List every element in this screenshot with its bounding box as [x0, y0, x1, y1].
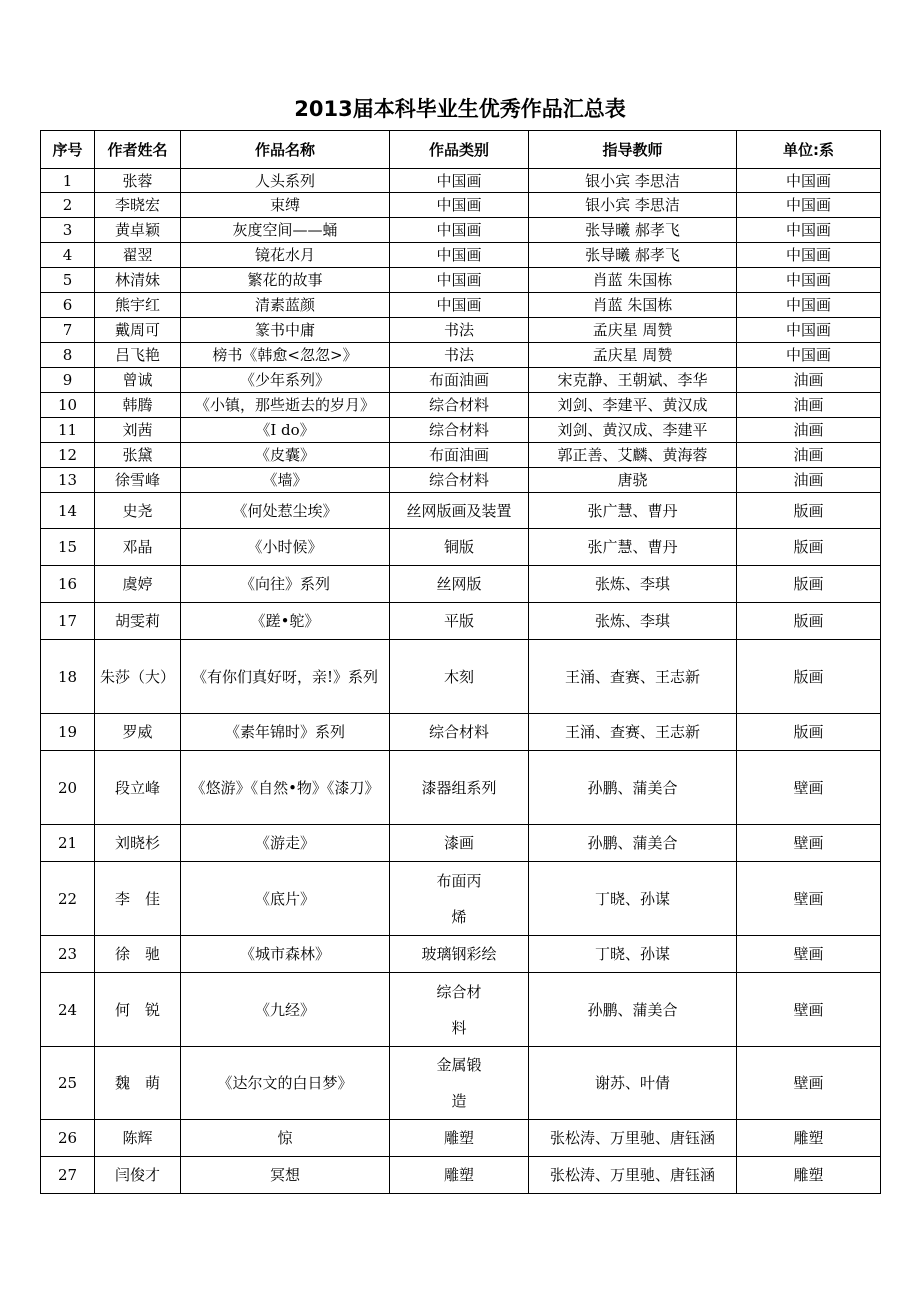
table-row — [41, 418, 881, 443]
cell-work: 人头系列 — [181, 169, 390, 193]
cell-author: 黄卓颖 — [95, 218, 181, 243]
cell-work: 《蹉•鸵》 — [181, 603, 390, 640]
table-row — [41, 1047, 881, 1120]
cell-dept: 中国画 — [737, 243, 881, 268]
cell-author: 刘晓杉 — [95, 825, 181, 862]
table-row — [41, 973, 881, 1047]
cell-category: 中国画 — [390, 268, 529, 293]
cell-work: 《小镇，那些逝去的岁月》 — [181, 393, 390, 418]
cell-no: 25 — [41, 1047, 95, 1120]
cell-no: 5 — [41, 268, 95, 293]
cell-category: 中国画 — [390, 243, 529, 268]
cell-teacher: 孙鹏、蒲美合 — [529, 751, 737, 825]
cell-author: 徐雪峰 — [95, 468, 181, 493]
cell-author: 陈辉 — [95, 1120, 181, 1157]
cell-dept: 中国画 — [737, 169, 881, 193]
cell-work: 《悠游》《自然•物》《漆刀》 — [181, 751, 390, 825]
cell-teacher: 孟庆星 周赞 — [529, 343, 737, 368]
table-row — [41, 936, 881, 973]
cell-no: 15 — [41, 529, 95, 566]
cell-category: 平版 — [390, 603, 529, 640]
cell-category: 雕塑 — [390, 1120, 529, 1157]
cell-teacher: 张导曦 郝孝飞 — [529, 243, 737, 268]
cell-no: 13 — [41, 468, 95, 493]
cell-no: 21 — [41, 825, 95, 862]
cell-dept: 油画 — [737, 468, 881, 493]
cell-work: 《底片》 — [181, 862, 390, 936]
cell-dept: 版画 — [737, 603, 881, 640]
table-row — [41, 603, 881, 640]
cell-work: 篆书中庸 — [181, 318, 390, 343]
cell-dept: 油画 — [737, 443, 881, 468]
cell-work: 《小时候》 — [181, 529, 390, 566]
cell-dept: 中国画 — [737, 193, 881, 218]
table-row — [41, 268, 881, 293]
cell-work: 榜书《韩愈<忽忽>》 — [181, 343, 390, 368]
table-row — [41, 714, 881, 751]
cell-no: 6 — [41, 293, 95, 318]
cell-work: 清素蓝颜 — [181, 293, 390, 318]
cell-no: 23 — [41, 936, 95, 973]
cell-author: 刘茜 — [95, 418, 181, 443]
cell-teacher: 王涌、查赛、王志新 — [529, 714, 737, 751]
cell-category: 综合材料 — [390, 714, 529, 751]
header-work: 作品名称 — [181, 131, 390, 169]
cell-dept: 中国画 — [737, 318, 881, 343]
cell-teacher: 张炼、李琪 — [529, 603, 737, 640]
cell-teacher: 唐骁 — [529, 468, 737, 493]
cell-author: 邓晶 — [95, 529, 181, 566]
table-row — [41, 368, 881, 393]
cell-category: 综合材料 — [390, 393, 529, 418]
cell-category: 漆器组系列 — [390, 751, 529, 825]
cell-category: 金属锻造 — [390, 1047, 529, 1120]
cell-category: 中国画 — [390, 293, 529, 318]
cell-work: 镜花水月 — [181, 243, 390, 268]
cell-teacher: 刘剑、李建平、黄汉成 — [529, 393, 737, 418]
cell-author: 吕飞艳 — [95, 343, 181, 368]
cell-work: 惊 — [181, 1120, 390, 1157]
page-title: 2013届本科毕业生优秀作品汇总表 — [294, 97, 626, 121]
table-row — [41, 393, 881, 418]
cell-dept: 壁画 — [737, 1047, 881, 1120]
cell-category: 布面丙烯 — [390, 862, 529, 936]
cell-work: 《I do》 — [181, 418, 390, 443]
cell-author: 翟翌 — [95, 243, 181, 268]
table-row — [41, 825, 881, 862]
cell-dept: 中国画 — [737, 343, 881, 368]
cell-work: 冥想 — [181, 1157, 390, 1194]
cell-teacher: 银小宾 李思洁 — [529, 193, 737, 218]
cell-no: 3 — [41, 218, 95, 243]
cell-category: 丝网版 — [390, 566, 529, 603]
cell-teacher: 张松涛、万里驰、唐钰涵 — [529, 1157, 737, 1194]
cell-dept: 中国画 — [737, 218, 881, 243]
cell-no: 8 — [41, 343, 95, 368]
cell-author: 史尧 — [95, 493, 181, 529]
cell-teacher: 丁晓、孙谋 — [529, 936, 737, 973]
cell-dept: 油画 — [737, 393, 881, 418]
cell-category: 布面油画 — [390, 443, 529, 468]
cell-author: 朱莎（大） — [95, 640, 181, 714]
table-row — [41, 566, 881, 603]
cell-no: 19 — [41, 714, 95, 751]
cell-dept: 版画 — [737, 714, 881, 751]
cell-dept: 壁画 — [737, 751, 881, 825]
header-author: 作者姓名 — [95, 131, 181, 169]
cell-work: 灰度空间——蛹 — [181, 218, 390, 243]
cell-dept: 雕塑 — [737, 1120, 881, 1157]
cell-teacher: 孙鹏、蒲美合 — [529, 825, 737, 862]
cell-work: 《九经》 — [181, 973, 390, 1047]
cell-work: 《达尔文的白日梦》 — [181, 1047, 390, 1120]
cell-dept: 壁画 — [737, 936, 881, 973]
cell-dept: 中国画 — [737, 268, 881, 293]
table-row — [41, 193, 881, 218]
cell-category: 丝网版画及装置 — [390, 493, 529, 529]
cell-author: 熊宇红 — [95, 293, 181, 318]
cell-work: 《有你们真好呀，亲!》系列 — [181, 640, 390, 714]
cell-work: 《何处惹尘埃》 — [181, 493, 390, 529]
header-teacher: 指导教师 — [529, 131, 737, 169]
cell-dept: 壁画 — [737, 973, 881, 1047]
cell-work: 《少年系列》 — [181, 368, 390, 393]
cell-dept: 油画 — [737, 368, 881, 393]
header-dept: 单位:系 — [737, 131, 881, 169]
cell-no: 18 — [41, 640, 95, 714]
cell-no: 7 — [41, 318, 95, 343]
cell-author: 李 佳 — [95, 862, 181, 936]
cell-work: 《皮囊》 — [181, 443, 390, 468]
cell-no: 26 — [41, 1120, 95, 1157]
cell-work: 《向往》系列 — [181, 566, 390, 603]
cell-work: 束缚 — [181, 193, 390, 218]
cell-category: 中国画 — [390, 218, 529, 243]
cell-no: 9 — [41, 368, 95, 393]
table-row — [41, 243, 881, 268]
table-row — [41, 1157, 881, 1194]
cell-work: 《素年锦时》系列 — [181, 714, 390, 751]
cell-no: 27 — [41, 1157, 95, 1194]
cell-category: 综合材料 — [390, 468, 529, 493]
table-row — [41, 169, 881, 193]
cell-author: 虞婷 — [95, 566, 181, 603]
cell-work: 繁花的故事 — [181, 268, 390, 293]
cell-teacher: 张广慧、曹丹 — [529, 493, 737, 529]
cell-teacher: 肖蓝 朱国栋 — [529, 268, 737, 293]
cell-teacher: 张导曦 郝孝飞 — [529, 218, 737, 243]
cell-category: 综合材料 — [390, 418, 529, 443]
cell-author: 魏 萌 — [95, 1047, 181, 1120]
cell-author: 张蓉 — [95, 169, 181, 193]
cell-author: 何 锐 — [95, 973, 181, 1047]
cell-author: 李晓宏 — [95, 193, 181, 218]
cell-no: 24 — [41, 973, 95, 1047]
table-row — [41, 318, 881, 343]
header-no: 序号 — [41, 131, 95, 169]
cell-category: 书法 — [390, 318, 529, 343]
table-row — [41, 293, 881, 318]
cell-author: 张黛 — [95, 443, 181, 468]
cell-teacher: 张炼、李琪 — [529, 566, 737, 603]
cell-no: 17 — [41, 603, 95, 640]
cell-teacher: 张广慧、曹丹 — [529, 529, 737, 566]
header-category: 作品类别 — [390, 131, 529, 169]
cell-no: 11 — [41, 418, 95, 443]
cell-dept: 版画 — [737, 640, 881, 714]
cell-teacher: 郭正善、艾麟、黄海蓉 — [529, 443, 737, 468]
table-row — [41, 218, 881, 243]
cell-teacher: 丁晓、孙谋 — [529, 862, 737, 936]
cell-dept: 雕塑 — [737, 1157, 881, 1194]
cell-work: 《城市森林》 — [181, 936, 390, 973]
cell-dept: 中国画 — [737, 293, 881, 318]
table-row — [41, 1120, 881, 1157]
cell-work: 《墙》 — [181, 468, 390, 493]
cell-category: 雕塑 — [390, 1157, 529, 1194]
table-row — [41, 443, 881, 468]
cell-dept: 版画 — [737, 566, 881, 603]
cell-no: 10 — [41, 393, 95, 418]
cell-author: 徐 驰 — [95, 936, 181, 973]
cell-category: 书法 — [390, 343, 529, 368]
cell-no: 20 — [41, 751, 95, 825]
works-table — [40, 130, 881, 1194]
cell-no: 14 — [41, 493, 95, 529]
table-row — [41, 343, 881, 368]
cell-teacher: 孙鹏、蒲美合 — [529, 973, 737, 1047]
cell-no: 2 — [41, 193, 95, 218]
cell-category: 铜版 — [390, 529, 529, 566]
cell-author: 曾诚 — [95, 368, 181, 393]
cell-author: 段立峰 — [95, 751, 181, 825]
header-row — [41, 131, 881, 169]
cell-no: 1 — [41, 169, 95, 193]
cell-dept: 壁画 — [737, 862, 881, 936]
cell-no: 22 — [41, 862, 95, 936]
cell-no: 4 — [41, 243, 95, 268]
cell-category: 木刻 — [390, 640, 529, 714]
cell-teacher: 孟庆星 周赞 — [529, 318, 737, 343]
cell-author: 闫俊才 — [95, 1157, 181, 1194]
cell-no: 16 — [41, 566, 95, 603]
cell-teacher: 王涌、查赛、王志新 — [529, 640, 737, 714]
table-row — [41, 862, 881, 936]
cell-teacher: 宋克静、王朝斌、李华 — [529, 368, 737, 393]
table-row — [41, 493, 881, 529]
cell-work: 《游走》 — [181, 825, 390, 862]
cell-teacher: 银小宾 李思洁 — [529, 169, 737, 193]
cell-teacher: 刘剑、黄汉成、李建平 — [529, 418, 737, 443]
cell-category: 中国画 — [390, 193, 529, 218]
cell-teacher: 张松涛、万里驰、唐钰涵 — [529, 1120, 737, 1157]
cell-dept: 油画 — [737, 418, 881, 443]
cell-dept: 版画 — [737, 493, 881, 529]
cell-dept: 版画 — [737, 529, 881, 566]
cell-author: 戴周可 — [95, 318, 181, 343]
table-row — [41, 640, 881, 714]
cell-author: 罗威 — [95, 714, 181, 751]
cell-dept: 壁画 — [737, 825, 881, 862]
table-row — [41, 529, 881, 566]
cell-author: 韩腾 — [95, 393, 181, 418]
cell-author: 林清妹 — [95, 268, 181, 293]
cell-category: 玻璃钢彩绘 — [390, 936, 529, 973]
cell-category: 中国画 — [390, 169, 529, 193]
cell-author: 胡雯莉 — [95, 603, 181, 640]
table-row — [41, 468, 881, 493]
cell-category: 综合材料 — [390, 973, 529, 1047]
cell-teacher: 谢苏、叶倩 — [529, 1047, 737, 1120]
cell-teacher: 肖蓝 朱国栋 — [529, 293, 737, 318]
cell-no: 12 — [41, 443, 95, 468]
cell-category: 布面油画 — [390, 368, 529, 393]
table-row — [41, 751, 881, 825]
cell-category: 漆画 — [390, 825, 529, 862]
